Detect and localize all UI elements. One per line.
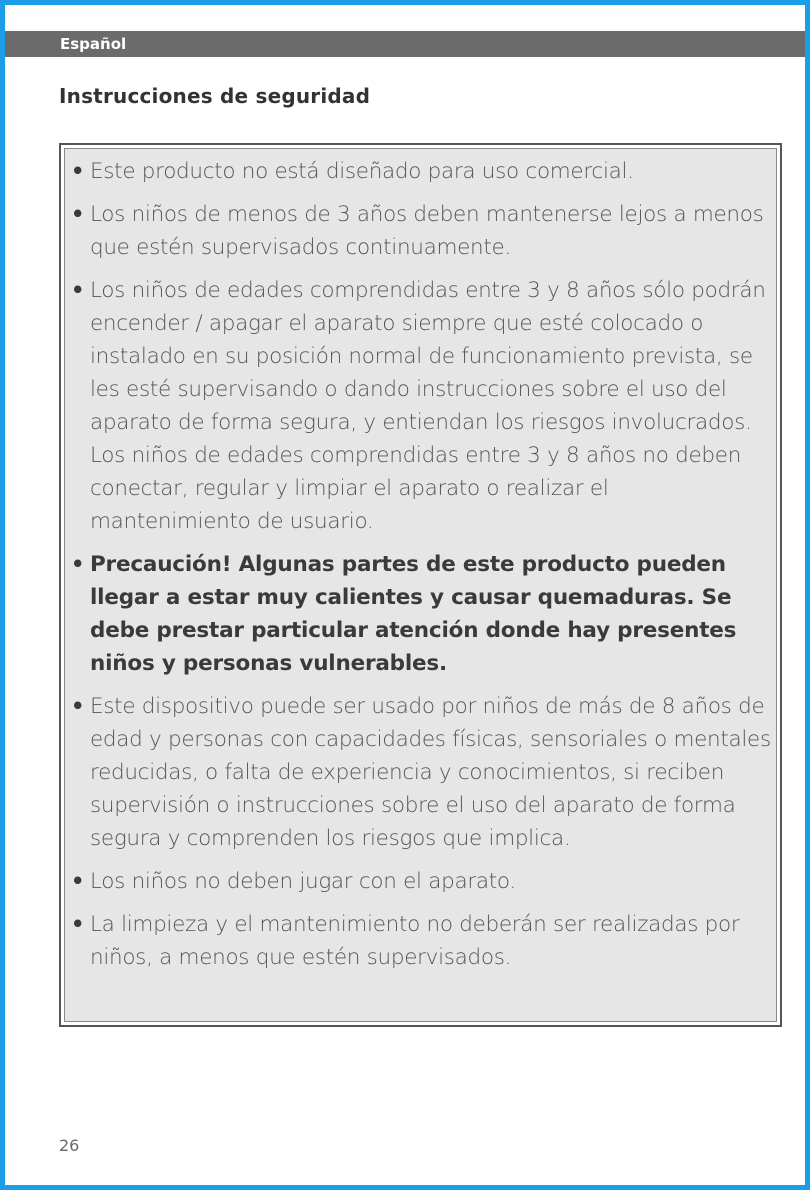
language-label: Español [60,35,127,53]
safety-item-text: Este dispositivo puede ser usado por niños de más de 8 años de edad y personas con capacidades físicas, sensoriales o mentales reducidas, o falta de experiencia y conocimientos, si reciben supervisión o instrucciones sobre el uso del aparato de forma segura y comprenden los riesgos que implica. [90,694,771,851]
section-title: Instrucciones de seguridad [59,84,371,108]
bullet-icon: • [71,694,85,718]
safety-item [71,865,772,898]
language-header-bar [5,31,805,57]
safety-item-text: Este producto no está diseñado para uso comercial. [90,159,634,184]
safety-item-text: Los niños de menos de 3 años deben mantenerse lejos a menos que estén supervisados continuamente. [90,202,764,260]
safety-item-text: La limpieza y el mantenimiento no deberán ser realizadas por niños, a menos que estén supervisados. [90,912,740,970]
safety-item-text: Los niños no deben jugar con el aparato. [90,869,516,894]
bullet-icon: • [71,159,85,183]
safety-item [71,908,772,974]
safety-item [71,198,772,264]
safety-warning-box [59,143,782,1027]
safety-item [71,274,772,538]
safety-item-text: Los niños de edades comprendidas entre 3 y 8 años sólo podrán encender / apagar el aparato siempre que esté colocado o instalado en su posición normal de funcionamiento prevista, se les esté supervisando o dando instrucciones sobre el uso del aparato de forma segura, y entiendan los riesgos involucrados. Los niños de edades comprendidas entre 3 y 8 años no deben conectar, regular y limpiar el aparato o realizar el mantenimiento de usuario. [90,278,766,534]
safety-item [71,155,772,188]
safety-caution-item [71,548,772,680]
page-number: 26 [59,1136,80,1155]
safety-warning-inner [64,148,777,1022]
bullet-icon: • [71,278,85,302]
safety-caution-text: Precaución! Algunas partes de este producto pueden llegar a estar muy calientes y causar quemaduras. Se debe prestar particular atención donde hay presentes niños y personas vulnerables. [90,552,737,676]
safety-item [71,690,772,855]
bullet-icon: • [71,202,85,226]
bullet-icon: • [71,912,85,936]
safety-list [71,155,772,974]
bullet-icon: • [71,552,85,576]
bullet-icon: • [71,869,85,893]
